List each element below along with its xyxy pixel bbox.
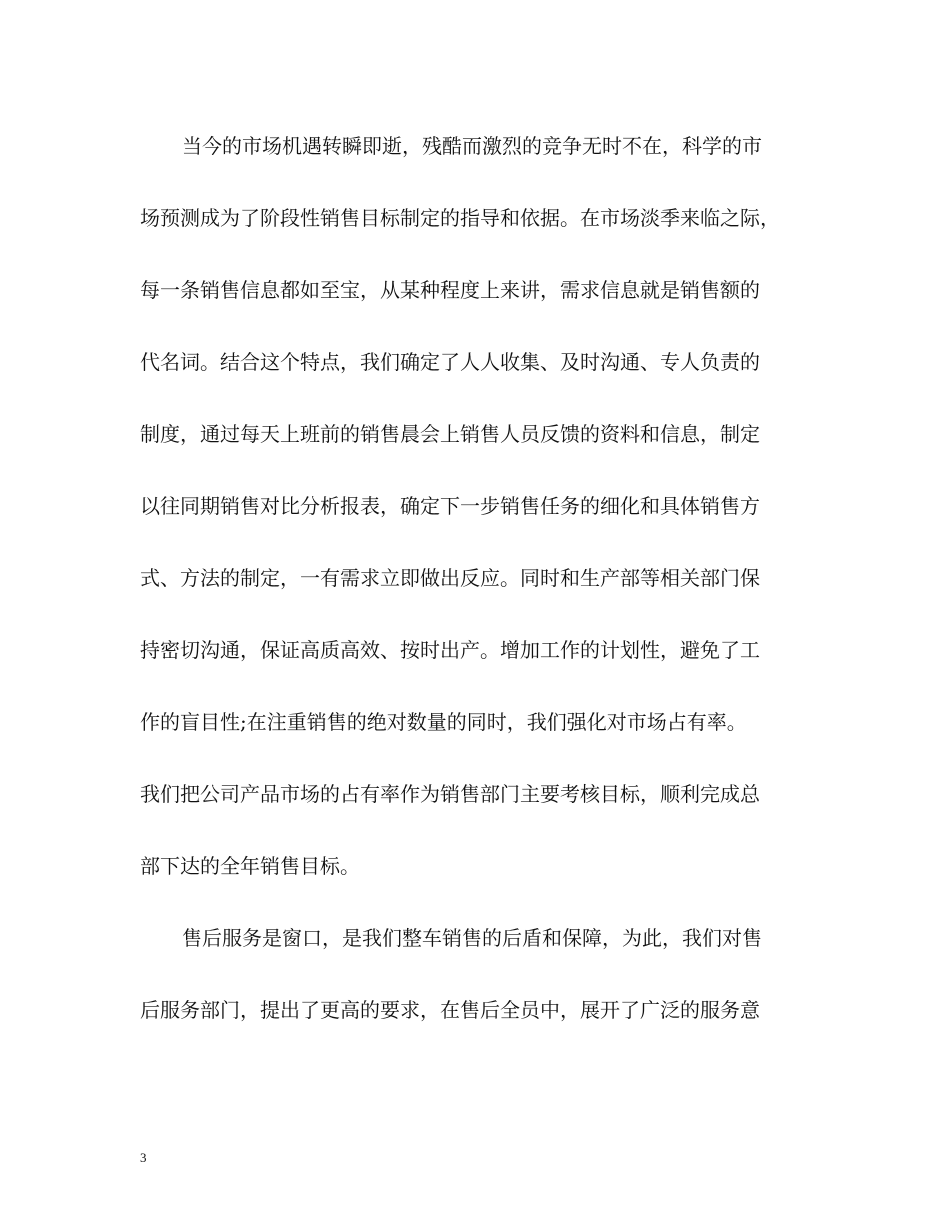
page-number: 3	[140, 1150, 147, 1165]
paragraph-line: 每一条销售信息都如至宝，从某种程度上来讲，需求信息就是销售额的	[140, 278, 760, 302]
paragraph-line: 式、方法的制定，一有需求立即做出反应。同时和生产部等相关部门保	[140, 566, 760, 590]
paragraph-line: 售后服务是窗口，是我们整车销售的后盾和保障，为此，我们对售	[182, 926, 762, 950]
paragraph-line: 代名词。结合这个特点，我们确定了人人收集、及时沟通、专人负责的	[140, 350, 760, 374]
paragraph-line: 制度，通过每天上班前的销售晨会上销售人员反馈的资料和信息，制定	[140, 422, 760, 446]
paragraph-line: 我们把公司产品市场的占有率作为销售部门主要考核目标，顺利完成总	[140, 782, 760, 806]
paragraph-line: 持密切沟通，保证高质高效、按时出产。增加工作的计划性，避免了工	[140, 638, 760, 662]
paragraph-line: 部下达的全年销售目标。	[140, 854, 360, 878]
paragraph-line: 场预测成为了阶段性销售目标制定的指导和依据。在市场淡季来临之际，	[140, 206, 780, 230]
paragraph-line: 当今的市场机遇转瞬即逝，残酷而激烈的竞争无时不在，科学的市	[182, 134, 762, 158]
paragraph-line: 作的盲目性;在注重销售的绝对数量的同时，我们强化对市场占有率。	[140, 710, 747, 734]
paragraph-line: 后服务部门，提出了更高的要求，在售后全员中，展开了广泛的服务意	[140, 998, 760, 1022]
paragraph-line: 以往同期销售对比分析报表，确定下一步销售任务的细化和具体销售方	[140, 494, 760, 518]
